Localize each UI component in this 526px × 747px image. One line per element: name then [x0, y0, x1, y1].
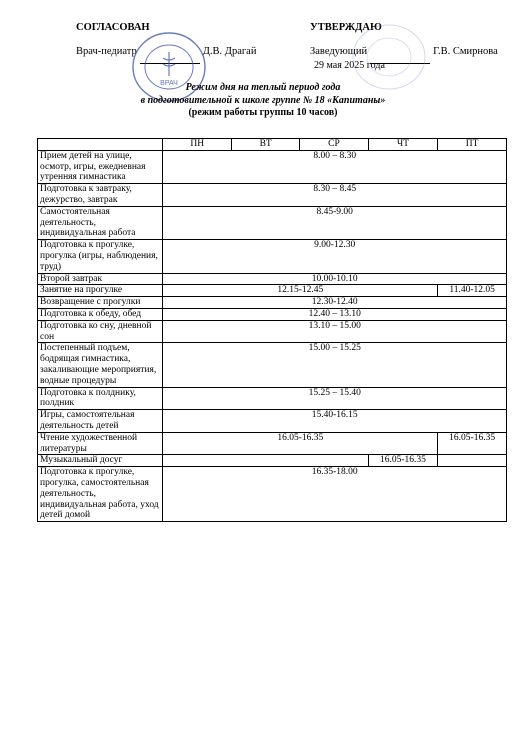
table-row: [38, 150, 507, 183]
table-row: [38, 184, 507, 207]
title-line-2: в подготовительной к школе группе № 18 «Капитаны»: [140, 94, 386, 106]
time-cell: 8.00 – 8.30: [163, 150, 507, 183]
time-cell: 10.00-10.10: [163, 273, 507, 285]
time-cell: 9.00-12.30: [163, 240, 507, 273]
activity-cell: Подготовка ко сну, дневной сон: [38, 320, 163, 343]
schedule-table: [37, 138, 507, 522]
title-line-1: Режим дня на теплый период года: [185, 82, 341, 93]
title-line-3: (режим работы группы 10 часов): [188, 107, 338, 118]
time-cell: [438, 455, 507, 467]
table-row: [38, 240, 507, 273]
activity-cell: Подготовка к прогулке, прогулка (игры, наблюдения, труд): [38, 240, 163, 273]
table-row: [38, 297, 507, 309]
day-header: ВТ: [231, 139, 299, 151]
activity-cell: Самостоятельная деятельность, индивидуальная работа: [38, 206, 163, 239]
day-header: СР: [300, 139, 368, 151]
pediatrician-role: Врач-педиатр: [76, 46, 137, 57]
pediatrician-name: Д.В. Драгай: [202, 46, 257, 57]
activity-cell: Подготовка к прогулке, прогулка, самостоятельная деятельность, индивидуальная работа, уход детей домой: [38, 467, 163, 522]
activity-header: [38, 139, 163, 151]
time-cell: 15.40-16.15: [163, 410, 507, 433]
table-row: [38, 387, 507, 410]
time-cell: [163, 455, 368, 467]
time-cell: 15.00 – 15.25: [163, 343, 507, 387]
time-cell: 16.05-16.35: [438, 432, 507, 455]
table-row: [38, 206, 507, 239]
activity-cell: Подготовка к полднику, полдник: [38, 387, 163, 410]
time-cell: 8.30 – 8.45: [163, 184, 507, 207]
table-row: [38, 285, 507, 297]
activity-cell: Второй завтрак: [38, 273, 163, 285]
table-row: [38, 432, 507, 455]
activity-cell: Прием детей на улице, осмотр, игры, ежедневная утренняя гимнастика: [38, 150, 163, 183]
stamp-label: ВРАЧ: [160, 80, 178, 87]
activity-cell: Возвращение с прогулки: [38, 297, 163, 309]
day-header: ЧТ: [368, 139, 438, 151]
activity-cell: Подготовка к обеду, обед: [38, 308, 163, 320]
time-cell: 16.35-18.00: [163, 467, 507, 522]
activity-cell: Музыкальный досуг: [38, 455, 163, 467]
activity-cell: Занятие на прогулке: [38, 285, 163, 297]
document-title: [0, 82, 526, 120]
time-cell: 12.40 – 13.10: [163, 308, 507, 320]
day-header: ПН: [163, 139, 232, 151]
time-cell: 16.05-16.35: [368, 455, 438, 467]
table-row: [38, 308, 507, 320]
head-name: Г.В. Смирнова: [433, 46, 498, 57]
activity-cell: Чтение художественной литературы: [38, 432, 163, 455]
table-row: [38, 467, 507, 522]
approval-date: 29 мая 2025 года: [314, 60, 385, 71]
table-header-row: [38, 139, 507, 151]
table-row: [38, 455, 507, 467]
activity-cell: Постепенный подъем, бодрящая гимнастика, закаливающие мероприятия, водные процедуры: [38, 343, 163, 387]
agreed-heading: СОГЛАСОВАН: [76, 22, 150, 33]
schedule-body: [38, 150, 507, 521]
time-cell: 8.45-9.00: [163, 206, 507, 239]
time-cell: 15.25 – 15.40: [163, 387, 507, 410]
table-row: [38, 320, 507, 343]
time-cell: 16.05-16.35: [163, 432, 438, 455]
time-cell: 11.40-12.05: [438, 285, 507, 297]
time-cell: 13.10 – 15.00: [163, 320, 507, 343]
time-cell: 12.15-12.45: [163, 285, 438, 297]
approve-heading: УТВЕРЖДАЮ: [310, 22, 382, 33]
table-row: [38, 273, 507, 285]
activity-cell: Игры, самостоятельная деятельность детей: [38, 410, 163, 433]
activity-cell: Подготовка к завтраку, дежурство, завтрак: [38, 184, 163, 207]
head-role: Заведующий: [310, 46, 368, 57]
table-row: [38, 343, 507, 387]
table-row: [38, 410, 507, 433]
day-header: ПТ: [438, 139, 507, 151]
time-cell: 12.30-12.40: [163, 297, 507, 309]
